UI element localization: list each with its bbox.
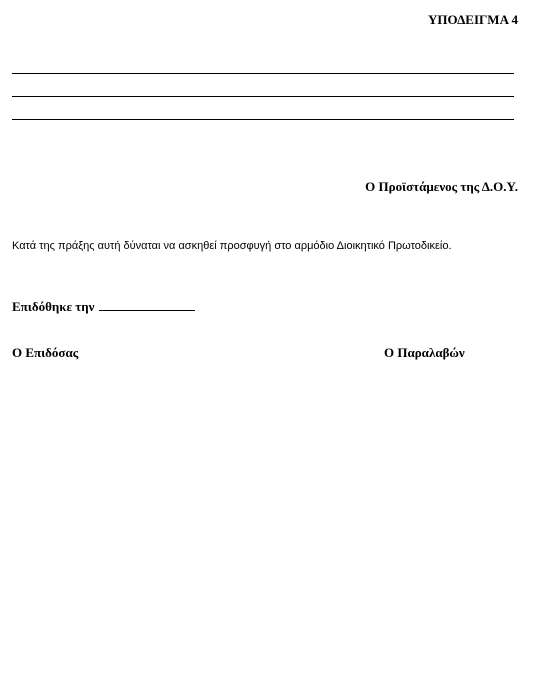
- served-date-row: [12, 298, 195, 315]
- recipient-signature-label: Ο Παραλαβών: [384, 345, 465, 360]
- served-date-blank: [99, 298, 195, 311]
- blank-line: [12, 119, 514, 120]
- signatory-title: Ο Προϊστάμενος της Δ.Ο.Υ.: [365, 179, 518, 194]
- document-title: ΥΠΟΔΕΙΓΜΑ 4: [427, 12, 518, 27]
- appeal-note: Κατά της πράξης αυτή δύναται να ασκηθεί προσφυγή στο αρμόδιο Διοικητικό Πρωτοδικείο.: [12, 240, 452, 252]
- server-signature-label: Ο Επιδόσας: [12, 345, 79, 360]
- served-label: Επιδόθηκε την: [12, 299, 95, 314]
- blank-line: [12, 96, 514, 97]
- blank-line: [12, 73, 514, 74]
